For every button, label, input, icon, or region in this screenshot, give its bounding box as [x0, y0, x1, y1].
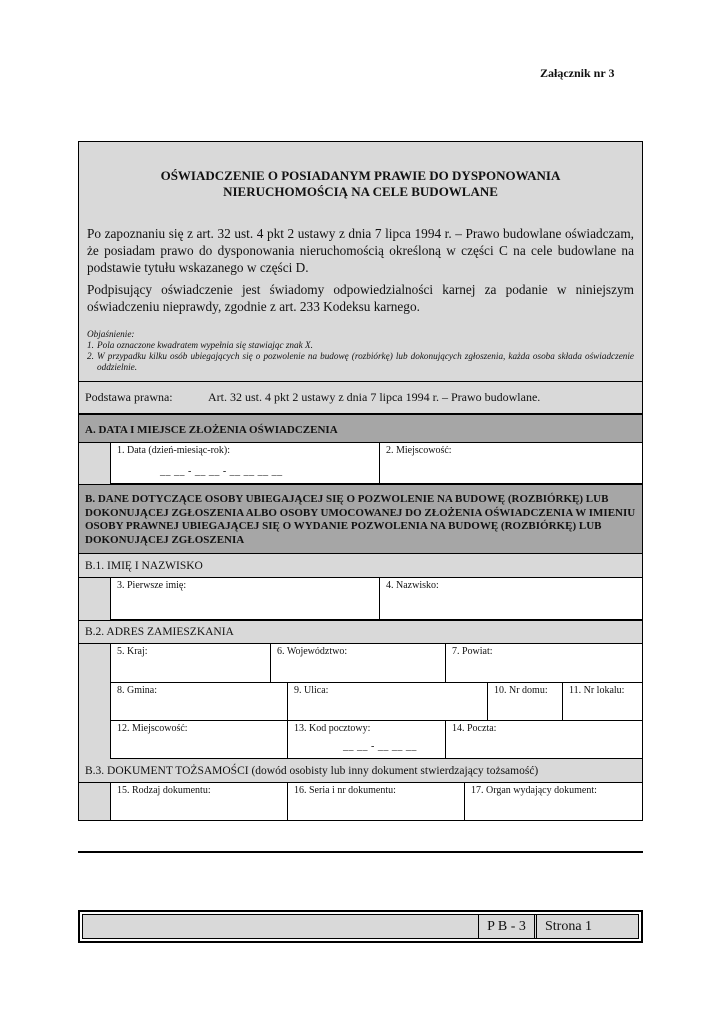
section-a-title: A. DATA I MIEJSCE ZŁOŻENIA OŚWIADCZENIA — [79, 414, 642, 443]
issuing-authority-field[interactable] — [465, 783, 642, 820]
legal-basis-value: Art. 32 ust. 4 pkt 2 ustawy z dnia 7 lipca 1994 r. – Prawo budowlane. — [208, 390, 541, 404]
explanation-notes — [87, 329, 634, 373]
voivodeship-field[interactable] — [271, 644, 446, 682]
declaration-paragraph-1: Po zapoznaniu się z art. 32 ust. 4 pkt 2 ustawy z dnia 7 lipca 1994 r. – Prawo budowlane oświadczam, że posiadam prawo do dysponowania nieruchomością określoną w części C na cele budowlane na podstawie tytułu wskazanego w części D. — [87, 226, 634, 275]
first-name-field[interactable] — [111, 578, 380, 619]
footer-box — [82, 914, 639, 939]
county-field[interactable] — [446, 644, 642, 682]
place-field-label: 2. Miejscowość: — [386, 445, 452, 456]
date-field[interactable] — [111, 443, 380, 483]
form-bottom-rule — [78, 851, 643, 853]
house-number-field[interactable] — [488, 683, 563, 720]
explanation-number: 1. — [87, 340, 94, 350]
date-mask: __ __ - __ __ - __ __ __ __ — [160, 466, 283, 477]
postal-code-field[interactable] — [288, 721, 446, 758]
voivodeship-label: 6. Województwo: — [277, 646, 348, 657]
section-a-fields — [79, 443, 642, 484]
first-name-label: 3. Pierwsze imię: — [117, 580, 187, 591]
county-label: 7. Powiat: — [452, 646, 493, 657]
explanation-text: W przypadku kilku osób ubiegających się o pozwolenie na budowę (rozbiórkę) lub dokonujących zgłoszenia, każda osoba składa oświadczenie oddzielnie. — [97, 351, 634, 372]
form-code: P B - 3 — [479, 915, 537, 938]
section-b1-fields — [79, 578, 642, 620]
address-row-2 — [110, 683, 642, 721]
house-number-label: 10. Nr domu: — [494, 685, 548, 696]
country-label: 5. Kraj: — [117, 646, 148, 657]
date-field-label: 1. Data (dzień-miesiąc-rok): — [117, 445, 231, 456]
surname-field[interactable] — [380, 578, 642, 619]
locality-label: 12. Miejscowość: — [117, 723, 188, 734]
apartment-number-label: 11. Nr lokalu: — [569, 685, 625, 696]
document-type-field[interactable] — [111, 783, 288, 820]
legal-basis-label: Podstawa prawna: — [85, 390, 173, 404]
postal-code-label: 13. Kod pocztowy: — [294, 723, 371, 734]
postal-code-mask: __ __ - __ __ __ — [343, 741, 417, 752]
explanation-item — [87, 340, 634, 351]
address-row-1 — [110, 644, 642, 683]
section-b1-title: B.1. IMIĘ I NAZWISKO — [79, 554, 642, 578]
section-b3-title: B.3. DOKUMENT TOŻSAMOŚCI (dowód osobisty lub inny dokument stwierdzający tożsamość) — [79, 759, 642, 783]
explanation-item — [87, 351, 634, 373]
declaration-title-line2: NIERUCHOMOŚCIĄ NA CELE BUDOWLANE — [223, 184, 498, 199]
street-label: 9. Ulica: — [294, 685, 329, 696]
declaration-title — [87, 168, 634, 200]
issuing-authority-label: 17. Organ wydający dokument: — [471, 785, 597, 796]
page-number: Strona 1 — [545, 918, 593, 934]
page-footer — [78, 910, 643, 943]
section-b2-title: B.2. ADRES ZAMIESZKANIA — [79, 620, 642, 644]
declaration-title-line1: OŚWIADCZENIE O POSIADANYM PRAWIE DO DYSPONOWANIA — [160, 168, 561, 183]
section-a-row — [110, 443, 642, 484]
document-number-label: 16. Seria i nr dokumentu: — [294, 785, 396, 796]
explanation-title: Objaśnienie: — [87, 329, 135, 339]
declaration-paragraph-2: Podpisujący oświadczenie jest świadomy odpowiedzialności karnej za podanie w niniejszym oświadczeniu nieprawdy, zgodnie z art. 233 Kodeksu karnego. — [87, 282, 634, 314]
section-b2-fields — [79, 644, 642, 759]
section-b3-fields — [79, 783, 642, 820]
legal-basis — [79, 382, 642, 414]
document-number-field[interactable] — [288, 783, 465, 820]
surname-label: 4. Nazwisko: — [386, 580, 439, 591]
post-office-field[interactable] — [446, 721, 642, 758]
country-field[interactable] — [111, 644, 271, 682]
explanation-number: 2. — [87, 351, 94, 361]
footer-spacer — [83, 915, 479, 938]
street-field[interactable] — [288, 683, 488, 720]
municipality-label: 8. Gmina: — [117, 685, 157, 696]
annex-label: Załącznik nr 3 — [540, 66, 615, 80]
declaration-form — [78, 141, 643, 821]
apartment-number-field[interactable] — [563, 683, 642, 720]
address-row-3 — [110, 721, 642, 759]
id-document-row — [110, 783, 642, 820]
municipality-field[interactable] — [111, 683, 288, 720]
post-office-label: 14. Poczta: — [452, 723, 497, 734]
explanation-text: Pola oznaczone kwadratem wypełnia się stawiając znak X. — [97, 340, 313, 350]
document-type-label: 15. Rodzaj dokumentu: — [117, 785, 211, 796]
declaration-header — [79, 142, 642, 382]
locality-field[interactable] — [111, 721, 288, 758]
name-row — [110, 578, 642, 620]
place-field[interactable] — [380, 443, 642, 483]
section-b-title: B. DANE DOTYCZĄCE OSOBY UBIEGAJĄCEJ SIĘ O POZWOLENIE NA BUDOWĘ (ROZBIÓRKĘ) LUB DOKONUJĄCEJ ZGŁOSZENIA ALBO OSOBY UMOCOWANEJ DO ZŁOŻENIA OŚWIADCZENIA W IMIENIU OSOBY PRAWNEJ UBIEGAJĄCEJ SIĘ O WYDANIE POZWOLENIA NA BUDOWĘ (ROZBIÓRKĘ) LUB DOKONUJĄCEJ ZGŁOSZENIA — [79, 484, 642, 554]
